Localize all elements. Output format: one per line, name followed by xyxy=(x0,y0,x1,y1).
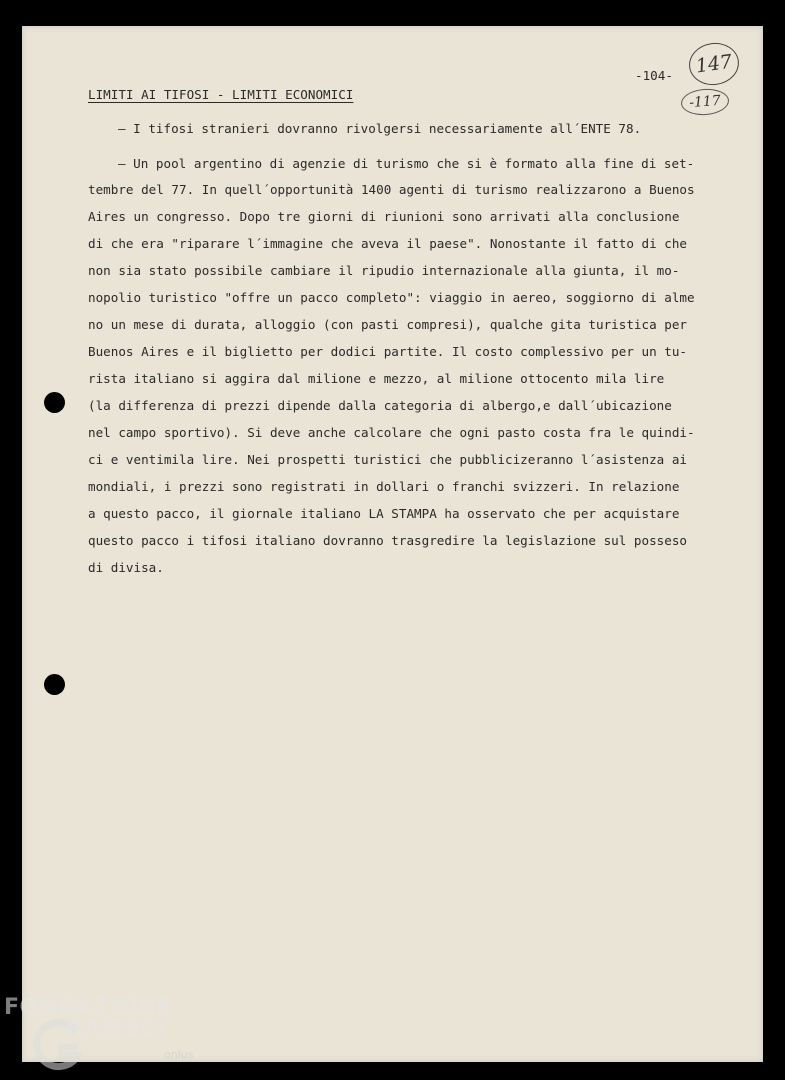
fondazione-gramsci-watermark xyxy=(4,995,204,1075)
punch-hole-lower xyxy=(44,674,65,695)
punch-hole-upper xyxy=(44,392,65,413)
body-line: Aires un congresso. Dopo tre giorni di riunioni sono arrivati alla conclusione xyxy=(88,209,680,224)
body-line: (la differenza di prezzi dipende dalla categoria di albergo,e dall´ubicazione xyxy=(88,398,672,413)
body-line: no un mese di durata, alloggio (con pasti compresi), qualche gita turistica per xyxy=(88,317,687,332)
body-line: di che era "riparare l´immagine che aveva il paese". Nonostante il fatto di che xyxy=(88,236,687,251)
body-line: non sia stato possibile cambiare il ripudio internazionale alla giunta, il mo- xyxy=(88,263,680,278)
body-line: – I tifosi stranieri dovranno rivolgersi necessariamente all´ENTE 78. xyxy=(118,121,642,136)
body-line: nopolio turistico "offre un pacco completo": viaggio in aereo, soggiorno di alme xyxy=(88,290,695,305)
watermark-line-3: onlus xyxy=(164,1048,194,1061)
archive-stamp-bottom: -117 xyxy=(680,87,730,116)
body-line: a questo pacco, il giornale italiano LA STAMPA ha osservato che per acquistare xyxy=(88,506,680,521)
body-line: rista italiano si aggira dal milione e mezzo, al milione ottocento mila lire xyxy=(88,371,665,386)
body-line: Buenos Aires e il biglietto per dodici partite. Il costo complessivo per un tu- xyxy=(88,344,687,359)
page-number: -104- xyxy=(635,68,673,83)
archive-stamp-top: 147 xyxy=(686,40,741,89)
watermark-line-1: FONDAZIONE xyxy=(4,995,173,1020)
body-line: questo pacco i tifosi italiano dovranno trasgredire la legislazione sul posseso xyxy=(88,533,687,548)
body-line: mondiali, i prezzi sono registrati in dollari o franchi svizzeri. In relazione xyxy=(88,479,680,494)
section-title: LIMITI AI TIFOSI - LIMITI ECONOMICI xyxy=(88,87,354,102)
body-line: tembre del 77. In quell´opportunità 1400 agenti di turismo realizzarono a Buenos xyxy=(88,182,695,197)
body-line: – Un pool argentino di agenzie di turismo che si è formato alla fine di set- xyxy=(118,156,695,171)
watermark-line-2: RAMSCI xyxy=(66,1017,166,1042)
body-line: di divisa. xyxy=(88,560,164,575)
body-line: nel campo sportivo). Si deve anche calcolare che ogni pasto costa fra le quindi- xyxy=(88,425,695,440)
body-line: ci e ventimila lire. Nei prospetti turistici che pubblicizeranno l´asistenza ai xyxy=(88,452,687,467)
